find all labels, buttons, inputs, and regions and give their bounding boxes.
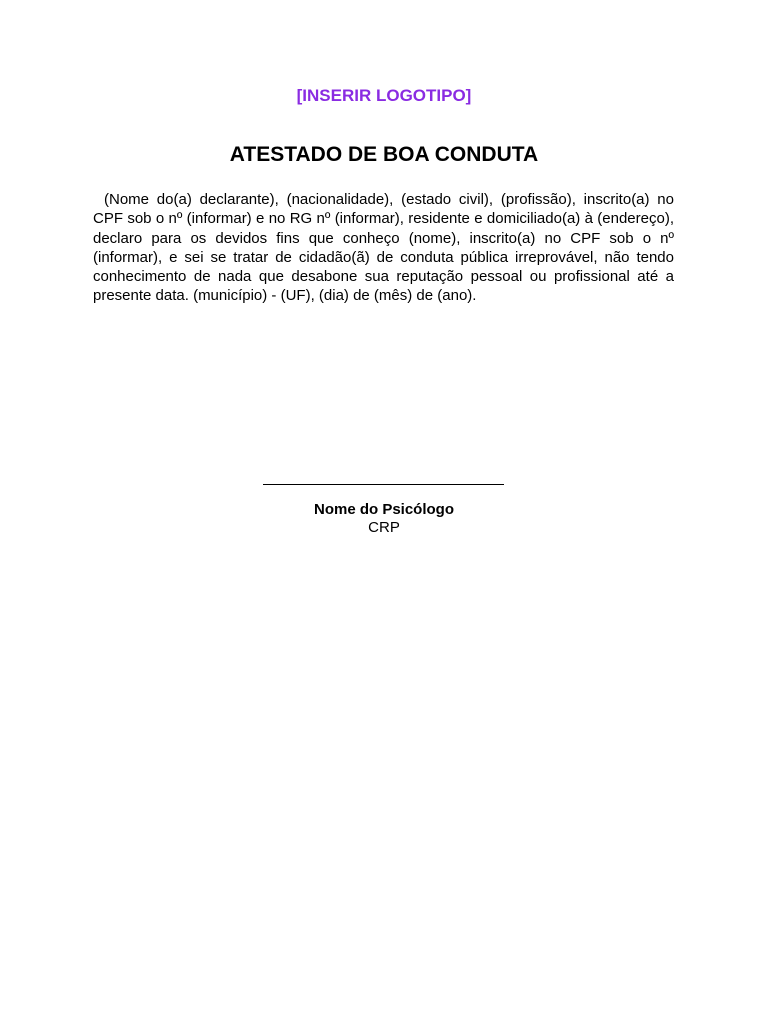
signature-line bbox=[263, 484, 504, 485]
logo-placeholder: [INSERIR LOGOTIPO] bbox=[296, 86, 472, 105]
signer-registration: CRP bbox=[368, 519, 400, 536]
declaration-body: (Nome do(a) declarante), (nacionalidade), (estado civil), (profissão), inscrito(a) no CPF sob o nº (informar) e no RG nº (informar), residente e domiciliado(a) à (endereço), declaro para os devidos fins que conheço (nome), inscrito(a) no CPF sob o nº (informar), e sei se tratar de cidadão(ã) de conduta pública irreprovável, não tendo conhecimento de nada que desabone sua reputação pessoal ou profissional até a presente data. (município) - (UF), (dia) de (mês) de (ano). bbox=[93, 191, 674, 305]
document-title: ATESTADO DE BOA CONDUTA bbox=[229, 143, 539, 166]
signer-name: Nome do Psicólogo bbox=[313, 501, 454, 518]
